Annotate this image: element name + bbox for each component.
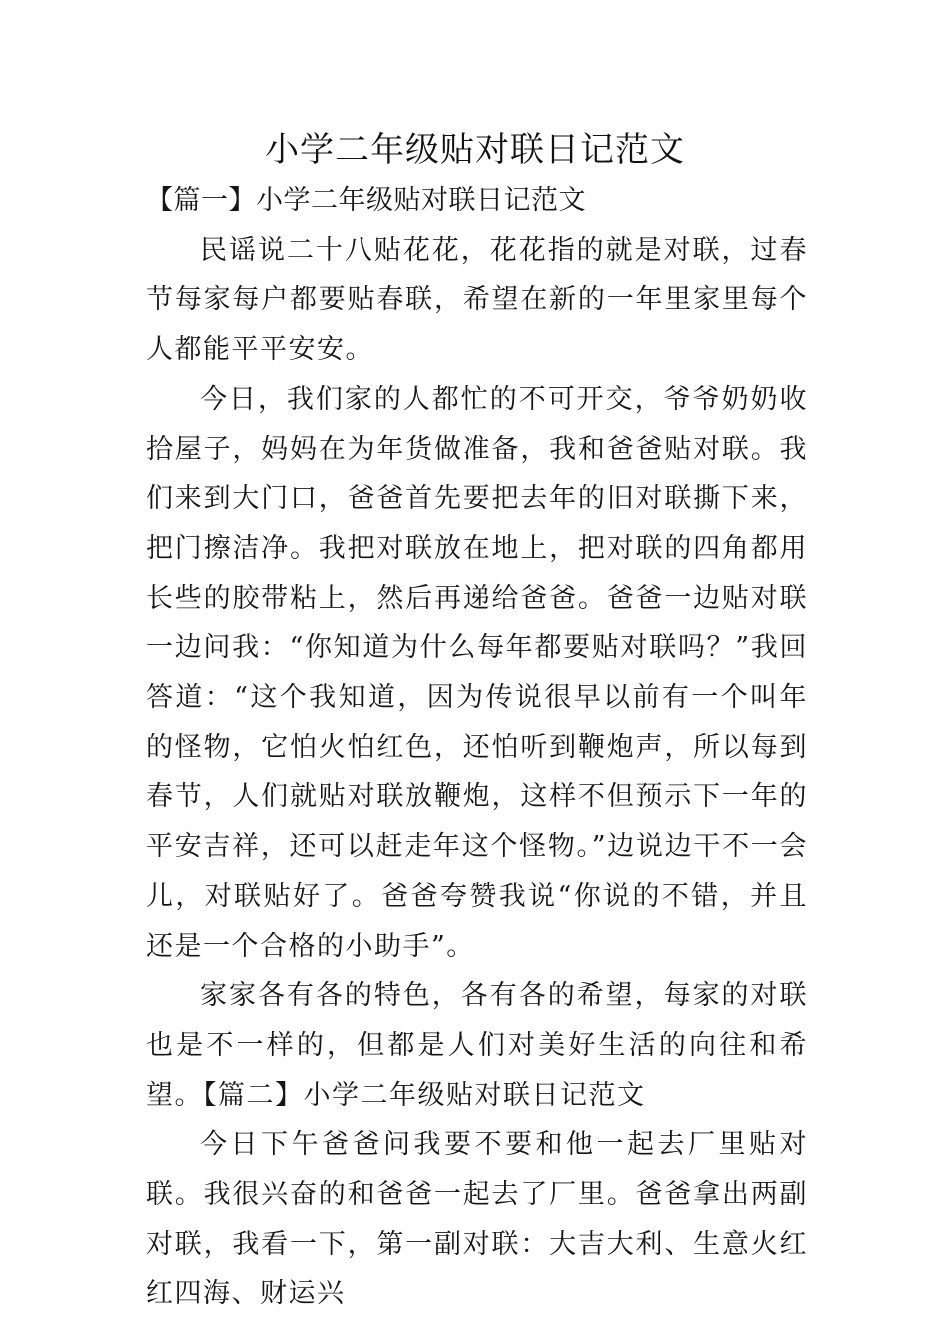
paragraph-1: 民谣说二十八贴花花，花花指的就是对联，过春节每家每户都要贴春联，希望在新的一年里家里每个人都能平平安安。	[146, 234, 808, 366]
paragraph-3: 家家各有各的特色，各有各的希望，每家的对联也是不一样的，但都是人们对美好生活的向往和希望。【篇二】小学二年级贴对联日记范文	[146, 980, 808, 1111]
document-body	[146, 176, 808, 1319]
paragraph-2: 今日，我们家的人都忙的不可开交，爷爷奶奶收拾屋子，妈妈在为年货做准备，我和爸爸贴对联。我们来到大门口，爸爸首先要把去年的旧对联撕下来，把门擦洁净。我把对联放在地上，把对联的四角都用长些的胶带粘上，然后再递给爸爸。爸爸一边贴对联一边问我：“你知道为什么每年都要贴对联吗？”我回答道：“这个我知道，因为传说很早以前有一个叫年的怪物，它怕火怕红色，还怕听到鞭炮声，所以每到春节，人们就贴对联放鞭炮，这样不但预示下一年的平安吉祥，还可以赶走年这个怪物。”边说边干不一会儿，对联贴好了。爸爸夸赞我说“你说的不错，并且还是一个合格的小助手”。	[146, 383, 808, 962]
paragraph-4: 今日下午爸爸问我要不要和他一起去厂里贴对联。我很兴奋的和爸爸一起去了厂里。爸爸拿出两副对联，我看一下，第一副对联：大吉大利、生意火红红四海、财运兴	[146, 1129, 808, 1310]
document-title: 小学二年级贴对联日记范文	[265, 130, 685, 170]
section-heading: 【篇一】小学二年级贴对联日记范文	[146, 185, 586, 216]
